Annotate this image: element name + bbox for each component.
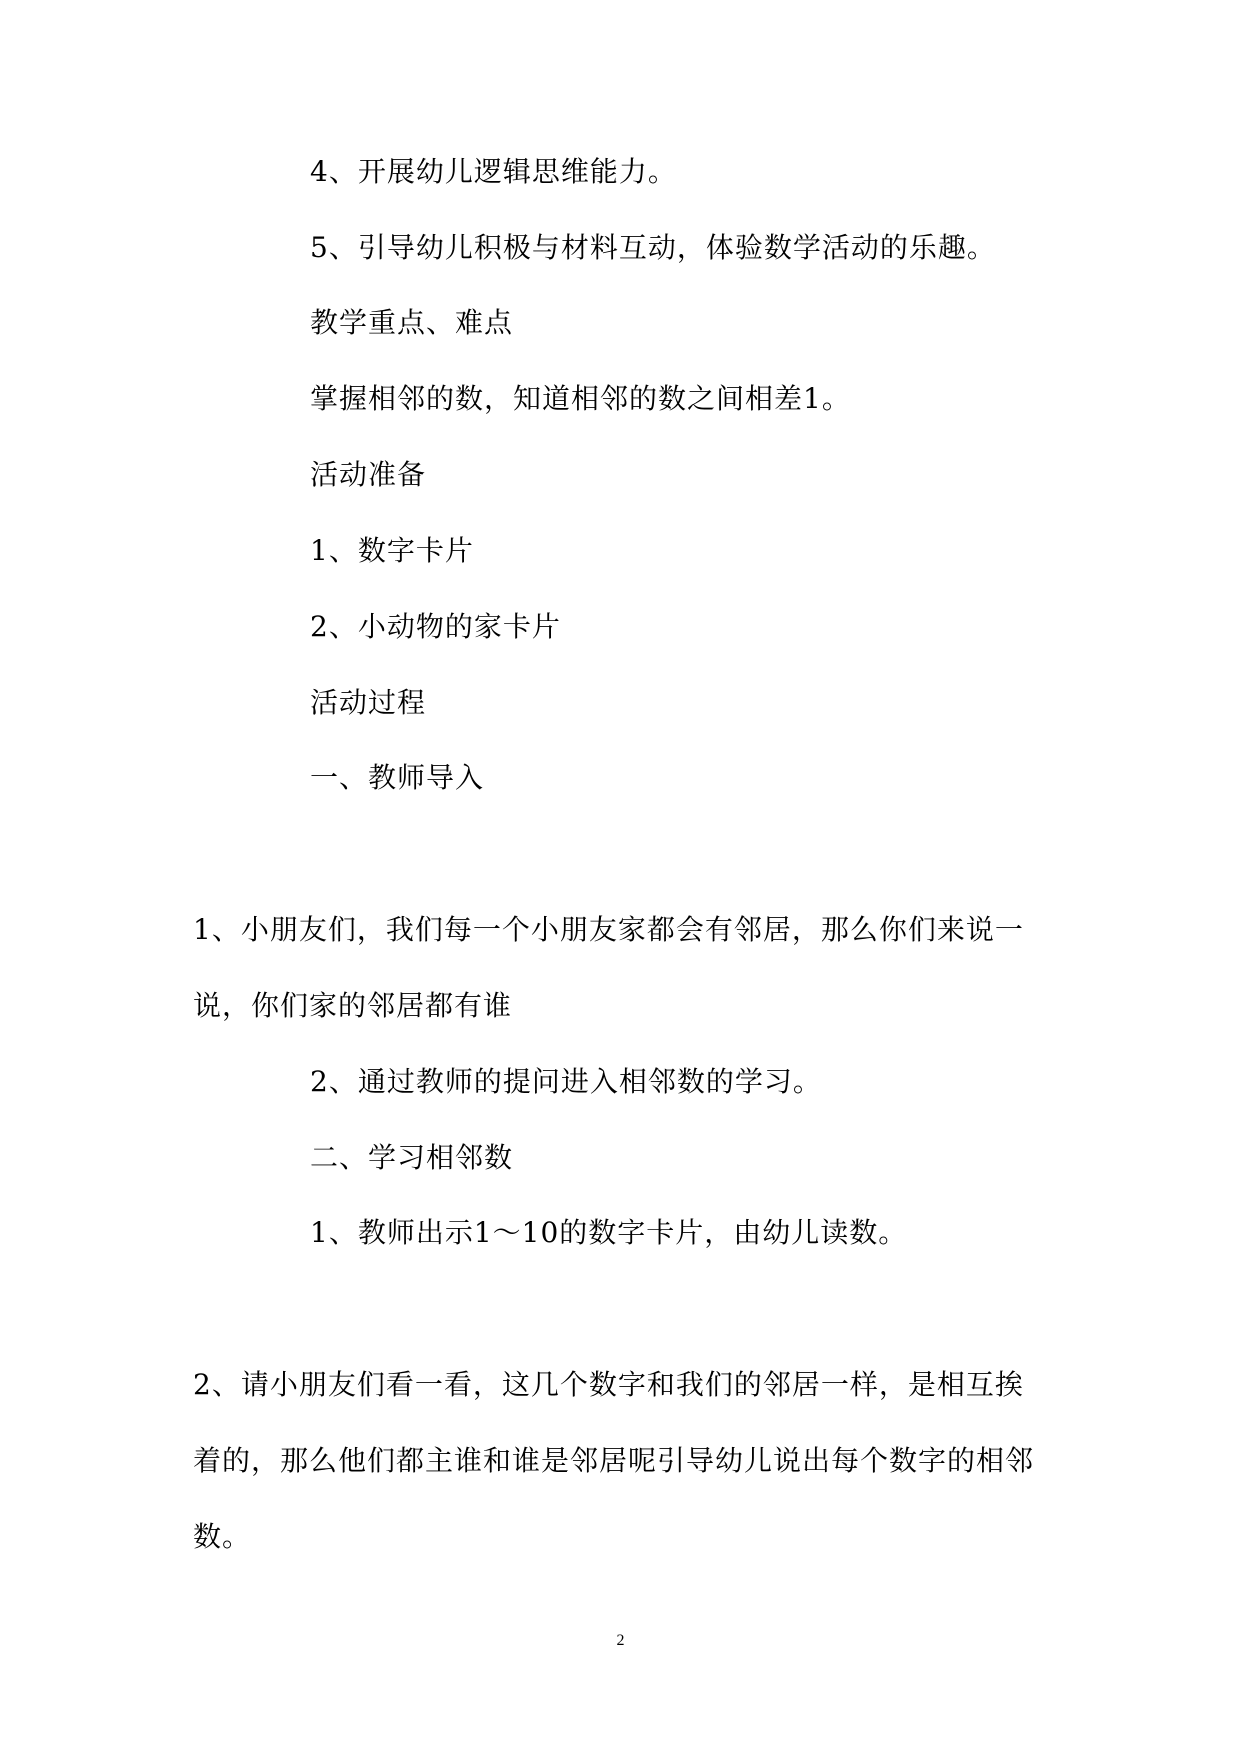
- paragraph-preparation-1: 1、数字卡片: [310, 534, 474, 567]
- page-number: 2: [616, 1632, 625, 1649]
- paragraph-key-points: 掌握相邻的数，知道相邻的数之间相差1。: [310, 382, 851, 415]
- paragraph-learn-1: 1、教师出示1～10的数字卡片，由幼儿读数。: [310, 1216, 908, 1249]
- paragraph-preparation-2: 2、小动物的家卡片: [310, 610, 561, 643]
- heading-key-points: 教学重点、难点: [310, 306, 514, 339]
- paragraph-learn-2-line-1: 2、请小朋友们看一看，这几个数字和我们的邻居一样，是相互挨: [193, 1368, 1024, 1401]
- heading-process: 活动过程: [310, 686, 427, 719]
- heading-intro: 一、教师导入: [310, 761, 485, 794]
- heading-learn-adjacent: 二、学习相邻数: [310, 1141, 514, 1174]
- paragraph-objective-4: 4、开展幼儿逻辑思维能力。: [310, 155, 677, 188]
- paragraph-learn-2-line-2: 着的，那么他们都主谁和谁是邻居呢引导幼儿说出每个数字的相邻: [193, 1444, 1035, 1477]
- paragraph-objective-5: 5、引导幼儿积极与材料互动，体验数学活动的乐趣。: [310, 231, 996, 264]
- paragraph-intro-1-line-2: 说，你们家的邻居都有谁: [193, 989, 513, 1022]
- heading-preparation: 活动准备: [310, 458, 427, 491]
- paragraph-intro-2: 2、通过教师的提问进入相邻数的学习。: [310, 1065, 822, 1098]
- paragraph-intro-1-line-1: 1、小朋友们，我们每一个小朋友家都会有邻居，那么你们来说一: [193, 913, 1024, 946]
- paragraph-learn-2-line-3: 数。: [193, 1520, 252, 1553]
